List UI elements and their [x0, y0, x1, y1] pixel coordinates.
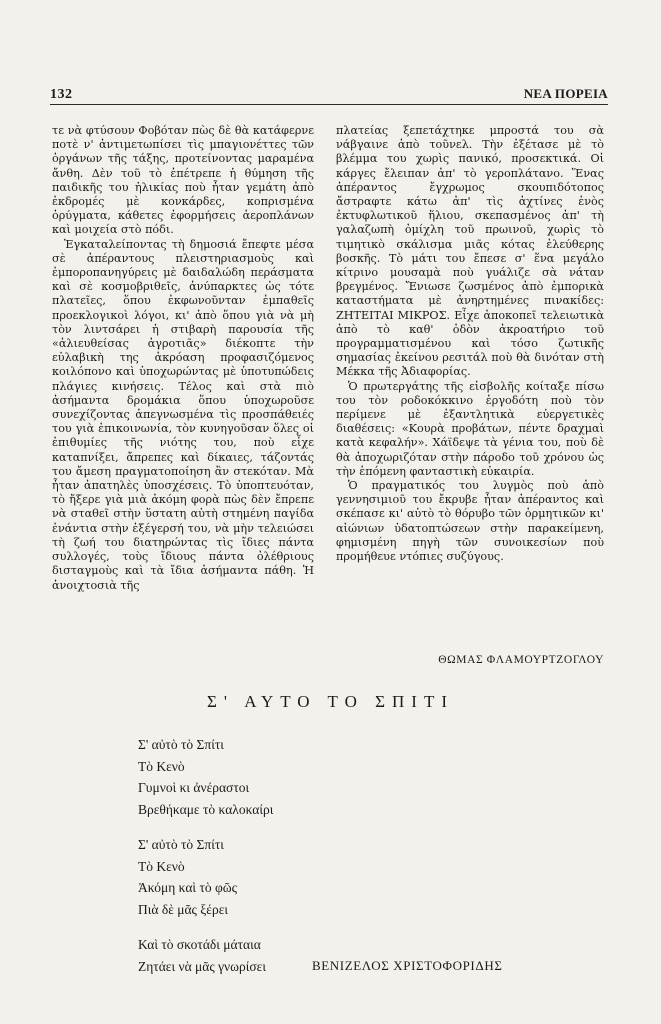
left-paragraph-2: Ἐγκαταλείποντας τὴ δημοσιά ἔπεφτε μέσα σὲ ἀπέραντους πλειστηριασμοὺς καὶ ἐμποροπανηγύρεις μὲ δαιδαλώδη περάσματα καὶ σὲ κοσμοβριθεῖς, ἀνύπαρκτες ὡς τότε πλατεῖες, ὅπου ἐκφωνοῦνταν ἐμπαθεῖς προεκλογικοὶ λόγοι, κι' ἀπὸ ὅπου γιὰ νὰ μὴ τὸν λιντσάρει ἡ στιβαρὴ παρουσία τῆς «ἁλιευθείσας ἀγροτιᾶς» διέκοπτε τὴν εὐλαβικὴ της ἀκρόαση προφασιζόμενος κοιλόπονο καὶ ὑποχωρώντας μὲ ὑποτυπώδεις πλάγιες κινήσεις. Τέλος καὶ στὰ πιὸ ἀσήμαντα δρομάκια ὅπου ὑποχωροῦσε συνεχίζοντας ἀπεγνωσμένα τὶς προσπάθειές του γιὰ ἐπικοινωνία, τὸν κυνηγοῦσαν ὅλες οἱ ἐπιθυμίες τῆς νιότης του, ποὺ εἶχε καταπνίξει, ἄπρεπες καὶ δίκαιες, τάζοντάς του ἄμεση πραγματοποίηση ἂν στεκόταν. Μὰ ἦταν ἀπατηλὲς ὑποσχέσεις. Τὸ ὑποπτευόταν, τὸ ἤξερε γιὰ μιὰ ἀκόμη φορὰ πὼς δὲν ἔπρεπε νὰ σταθεῖ στὴν ὕστατη αὐτὴ στημένη παγίδα ἐνάντια στὴν ἐξέγερσή του, νὰ μὴν τελειώσει τὴ ζωή του διατηρώντας τὶς ἴδιες πάντα συλλογές, τοὺς ἴδιους πάντα ὀλέθριους δισταγμοὺς καὶ τὰ ἴδια ἀσήμαντα πάθη. Ἡ ἀνοιχτοσιὰ τῆς — [52, 237, 314, 592]
poem-stanza-3 — [138, 934, 273, 977]
right-paragraph-2: Ὁ πρωτεργάτης τῆς εἰσβολῆς κοίταξε πίσω του τὸν ροδοκόκκινο ἐργοδότη ποὺ τὸν περίμενε μὲ ἐξαντλητικὰ εὐεργετικὲς διαθέσεις: «Κουρὰ προβάτων, πέντε δραχμαὶ κατὰ κεφαλήν». Χάϊδεψε τὰ γένια του, ποὺ δὲ θὰ ἀποχωριζόταν στὴν πάροδο τοῦ χρόνου ὡς τὴν ἑπόμενη φανταστικὴ εὐκαιρία. — [336, 379, 604, 478]
poem-line: Τὸ Κενὸ — [138, 858, 185, 874]
poem-line: Σ' αὐτὸ τὸ Σπίτι — [138, 837, 224, 852]
poem-line: Τὸ Κενὸ — [138, 758, 185, 774]
poem-line: Πιὰ δὲ μᾶς ξέρει — [138, 901, 228, 917]
right-column — [336, 124, 604, 564]
poem-line: Ἀκόμη καὶ τὸ φῶς — [138, 880, 238, 895]
right-paragraph-3: Ὁ πραγματικός του λυγμὸς ποὺ ἀπὸ γεννησιμιοῦ του ἔκρυβε ἦταν ἀπέραντος καὶ σκέπασε κι' αὐτὸ τὸ θόρυβο τῶν ὁρμητικῶν κι' αἰώνιων ὑδατοπτώσεων στὴν παρακείμενη, φημισμένη πηγὴ τῶν συνοικεσίων ποὺ προμήθευε ντόπιες συζύγους. — [336, 479, 604, 564]
poem-stanza-1 — [138, 734, 273, 820]
poem-line: Γυμνοὶ κι ἀνέραστοι — [138, 780, 250, 795]
poem-stanza-2 — [138, 834, 273, 920]
poem-author: ΒΕΝΙΖΕΛΟΣ ΧΡΙΣΤΟΦΟΡΙΔΗΣ — [312, 958, 503, 973]
story-author: ΘΩΜΑΣ ΦΛΑΜΟΥΡΤΖΟΓΛΟΥ — [438, 654, 604, 666]
right-paragraph-1: πλατείας ξεπετάχτηκε μπροστά του σὰ νάβγαινε ἀπὸ τοῦνελ. Τὴν ἐξέτασε μὲ τὸ βλέμμα του χωρὶς πανικό, προσεκτικά. Οἱ κάργες ἔλειπαν ἀπ' τὸ γεροπλάτανο. Ἕνας ἀπέραντος ἔγχρωμος σκουπιδότοπος ἄστραφτε κάτω ἀπ' τὶς ἀχτίνες ἑνὸς ἐκτυφλωτικοῦ ἥλιου, σκεπασμένος ἀπ' τὴ γαλαζωπὴ ὀμίχλη τοῦ πρωινοῦ, χωρὶς τὸ τιμητικὸ σκάλισμα μιᾶς κότας ἐλεύθερης βοσκῆς. Τὸ μάτι του ἔπεσε σ' ἕνα μεγάλο κίτρινο μουσαμὰ ποὺ γυάλιζε σὰ νάταν βρεγμένος. Ἔνιωσε ζωσμένος ἀπὸ ἐμπορικὰ καταστήματα μὲ ἀνηρτημένες πινακίδες: ΖΗΤΕΙΤΑΙ ΜΙΚΡΟΣ. Εἶχε ἀποκοπεῖ τελειωτικὰ ἀπὸ τὸ καθ' ὁδὸν ἀκροατήριο τοῦ προγραμματισμένου καὶ τόσο ζωτικῆς σημασίας ἐκείνου ρεσιτάλ ποὺ θὰ δινόταν στὴ Μέκκα τῆς Ἀδιαφορίας. — [336, 124, 604, 379]
left-column — [52, 124, 314, 593]
page-number: 132 — [50, 87, 73, 102]
poem-line: Καὶ τὸ σκοτάδι μάταια — [138, 937, 261, 952]
poem-line: Βρεθήκαμε τὸ καλοκαίρι — [138, 801, 274, 817]
left-paragraph-1: τε νὰ φτύσουν Φοβόταν πὼς δὲ θὰ κατάφερνε ποτὲ ν' ἀντιμετωπίσει τὶς μπαγιονέττες τῶν ὀργάνων τῆς τάξης, προτείνοντας μαραμένα ἄνθη. Δὲν τοῦ τὸ ἐπέτρεπε ἡ θύμηση τῆς παιδικῆς του ἡλικίας ποὺ ἦταν γεμάτη ἀπὸ ἐκδρομές μὲ κονκάρδες, κοπρισμένα ὀρύγματα, κάθετες ἐφορμήσεις ἀεροπλάνων καὶ μοιχεία στὸ πόδι. — [52, 124, 314, 237]
header-divider — [50, 104, 608, 105]
poem-line: Σ' αὐτὸ τὸ Σπίτι — [138, 737, 224, 752]
running-title: ΝΕΑ ΠΟΡΕΙΑ — [523, 86, 608, 101]
poem-title: Σ' ΑΥΤΟ ΤΟ ΣΠΙΤΙ — [206, 692, 455, 711]
page-header — [50, 86, 608, 103]
poem-line: Ζητάει νὰ μᾶς γνωρίσει — [138, 958, 266, 974]
poem-body — [138, 734, 273, 991]
